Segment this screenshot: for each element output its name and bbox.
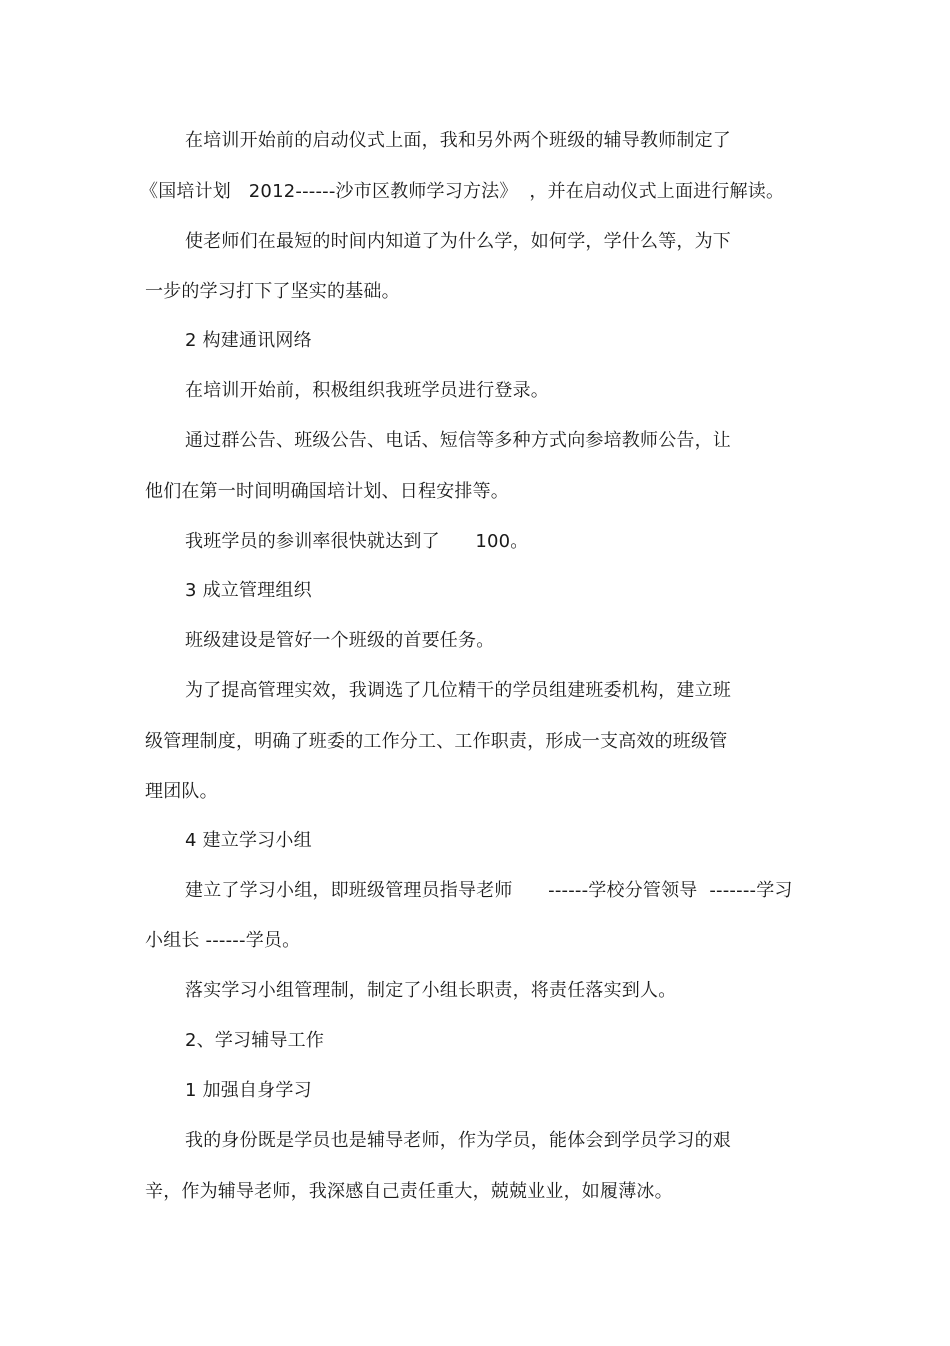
text-line: 在培训开始前，积极组织我班学员进行登录。: [185, 380, 549, 401]
text-line: 班级建设是管好一个班级的首要任务。: [185, 630, 495, 651]
section-heading: 4 建立学习小组: [185, 830, 312, 851]
section-heading: 3 成立管理组织: [185, 580, 312, 601]
text-line: 为了提高管理实效，我调选了几位精干的学员组建班委机构，建立班: [185, 680, 731, 701]
text-line: 理团队。: [145, 781, 218, 802]
text-line: 使老师们在最短的时间内知道了为什么学，如何学，学什么等，为下: [185, 231, 731, 252]
text-line: 小组长 ------学员。: [145, 930, 301, 951]
text-line: 我班学员的参训率很快就达到了 100。: [185, 531, 529, 552]
text-line: 辛，作为辅导老师，我深感自己责任重大，兢兢业业，如履薄冰。: [145, 1181, 673, 1202]
section-heading: 2 构建通讯网络: [185, 330, 312, 351]
section-heading: 2、学习辅导工作: [185, 1030, 325, 1051]
text-line: 落实学习小组管理制，制定了小组长职责，将责任落实到人。: [185, 980, 677, 1001]
text-line: 级管理制度，明确了班委的工作分工、工作职责，形成一支高效的班级管: [145, 731, 728, 752]
text-line: 《国培计划 2012------沙市区教师学习方法》 ，并在启动仪式上面进行解读。: [140, 181, 785, 202]
text-line: 在培训开始前的启动仪式上面，我和另外两个班级的辅导教师制定了: [185, 130, 731, 151]
text-line: 通过群公告、班级公告、电话、短信等多种方式向参培教师公告，让: [185, 430, 731, 451]
text-line: 一步的学习打下了坚实的基础。: [145, 281, 400, 302]
text-line: 他们在第一时间明确国培计划、日程安排等。: [145, 481, 509, 502]
section-heading: 1 加强自身学习: [185, 1080, 312, 1101]
text-line: 建立了学习小组，即班级管理员指导老师 ------学校分管领导 -------学习: [185, 880, 793, 901]
text-line: 我的身份既是学员也是辅导老师，作为学员，能体会到学员学习的艰: [185, 1130, 731, 1151]
